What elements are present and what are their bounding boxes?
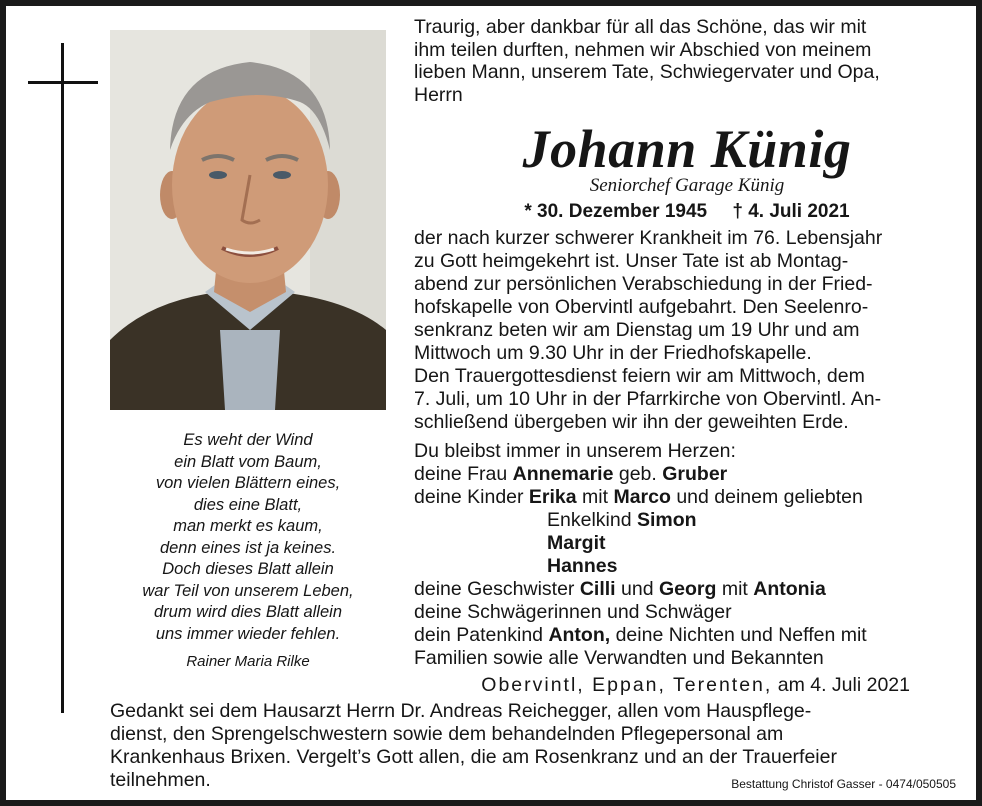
family-wife bbox=[414, 463, 960, 486]
portrait-illustration bbox=[110, 30, 386, 410]
announcement-line: senkranz beten wir am Dienstag um 19 Uhr und am bbox=[414, 319, 860, 341]
portrait-photo bbox=[110, 30, 386, 410]
poem bbox=[110, 430, 386, 673]
notice-date: am 4. Juli 2021 bbox=[772, 674, 910, 696]
family-child2 bbox=[414, 532, 960, 555]
intro-text bbox=[414, 16, 960, 106]
partner-name: Marco bbox=[613, 486, 671, 508]
label: mit bbox=[576, 486, 614, 508]
label: deine Nichten und Neffen mit bbox=[610, 624, 867, 646]
announcement-line: zu Gott heimgekehrt ist. Unser Tate ist ab Montag- bbox=[414, 250, 849, 272]
cross-icon-vertical bbox=[61, 43, 64, 713]
child-name: Hannes bbox=[547, 555, 618, 577]
family-godchild bbox=[414, 624, 960, 647]
thanks-line: dienst, den Sprengelschwestern sowie dem behandelnden Pflegepersonal am bbox=[110, 723, 784, 745]
birth-date: * 30. Dezember 1945 bbox=[524, 201, 708, 222]
poem-line: man merkt es kaum, bbox=[173, 517, 323, 535]
family-list bbox=[414, 440, 960, 670]
poem-line: Doch dieses Blatt allein bbox=[162, 560, 334, 578]
family-child3 bbox=[414, 555, 960, 578]
intro-line: Herrn bbox=[414, 83, 463, 106]
label: Enkelkind bbox=[547, 509, 637, 531]
family-relatives: Familien sowie alle Verwandten und Bekannten bbox=[414, 647, 824, 669]
thanks-line: Gedankt sei dem Hausarzt Herrn Dr. Andreas Reichegger, allen vom Hauspflege- bbox=[110, 700, 812, 722]
label: mit bbox=[716, 578, 754, 600]
poem-line: Es weht der Wind bbox=[183, 431, 313, 449]
godchild-name: Anton, bbox=[548, 624, 611, 646]
wife-maiden-name: Gruber bbox=[662, 463, 728, 485]
intro-line: ihm teilen durften, nehmen wir Abschied von meinem bbox=[414, 38, 872, 61]
poem-line: drum wird dies Blatt allein bbox=[154, 603, 342, 621]
thanks-line: Krankenhaus Brixen. Vergelt’s Gott allen, die am Rosenkranz und an der Trauerfeier bbox=[110, 746, 837, 768]
sibling-name: Cilli bbox=[579, 578, 616, 600]
intro-line: lieben Mann, unserem Tate, Schwiegervater und Opa, bbox=[414, 61, 880, 83]
announcement-line: abend zur persönlichen Verabschiedung in der Fried- bbox=[414, 273, 873, 295]
poem-line: denn eines ist ja keines. bbox=[159, 538, 337, 557]
family-in-laws: deine Schwägerinnen und Schwäger bbox=[414, 601, 732, 623]
label: deine Kinder bbox=[414, 486, 529, 508]
poem-line: ein Blatt vom Baum, bbox=[174, 452, 322, 471]
poem-line: von vielen Blättern eines, bbox=[155, 474, 341, 492]
deceased-name: Johann Künig bbox=[522, 119, 852, 179]
cross-icon-horizontal bbox=[28, 81, 98, 84]
funeral-home-credit: Bestattung Christof Gasser - 0474/050505 bbox=[731, 777, 956, 791]
sibling-name: Georg bbox=[658, 578, 717, 600]
announcement-text bbox=[414, 227, 960, 434]
label: geb. bbox=[613, 463, 663, 485]
label: deine Geschwister bbox=[414, 578, 580, 600]
announcement-line: Mittwoch um 9.30 Uhr in der Friedhofskapelle. bbox=[414, 342, 812, 364]
label: und bbox=[615, 578, 659, 600]
label: deine Frau bbox=[414, 463, 513, 485]
life-dates bbox=[414, 200, 960, 224]
thanks-line: teilnehmen. bbox=[110, 769, 211, 791]
label: und deinem geliebten bbox=[670, 486, 863, 508]
child-name: Margit bbox=[547, 532, 606, 554]
family-grandchild bbox=[414, 509, 960, 532]
poem-line: war Teil von unserem Leben, bbox=[142, 581, 354, 600]
grandchild-name: Simon bbox=[636, 509, 697, 531]
announcement-line: Den Trauergottesdienst feiern wir am Mittwoch, dem bbox=[414, 365, 865, 387]
family-children bbox=[414, 486, 960, 509]
sibling-partner-name: Antonia bbox=[753, 578, 826, 600]
wife-name: Annemarie bbox=[512, 463, 614, 485]
poem-line: dies eine Blatt, bbox=[193, 495, 303, 514]
label: dein Patenkind bbox=[414, 624, 549, 646]
family-heading: Du bleibst immer in unserem Herzen: bbox=[414, 440, 736, 462]
family-siblings bbox=[414, 578, 960, 601]
announcement-line: der nach kurzer schwerer Krankheit im 76. Lebensjahr bbox=[414, 227, 883, 249]
deceased-subtitle: Seniorchef Garage Künig bbox=[589, 175, 785, 196]
death-date: † 4. Juli 2021 bbox=[732, 201, 850, 222]
place-and-date bbox=[414, 674, 910, 697]
poem-author: Rainer Maria Rilke bbox=[186, 653, 310, 670]
obituary-notice bbox=[6, 6, 976, 800]
places: Obervintl, Eppan, Terenten, bbox=[481, 674, 773, 696]
announcement-line: schließend übergeben wir ihn der geweihten Erde. bbox=[414, 411, 849, 433]
intro-line: Traurig, aber dankbar für all das Schöne, das wir mit bbox=[414, 16, 867, 38]
child-name: Erika bbox=[528, 486, 577, 508]
announcement-line: hofskapelle von Obervintl aufgebahrt. Den Seelenro- bbox=[414, 296, 869, 318]
poem-line: uns immer wieder fehlen. bbox=[155, 624, 341, 643]
announcement-line: 7. Juli, um 10 Uhr in der Pfarrkirche von Obervintl. An- bbox=[414, 388, 882, 410]
